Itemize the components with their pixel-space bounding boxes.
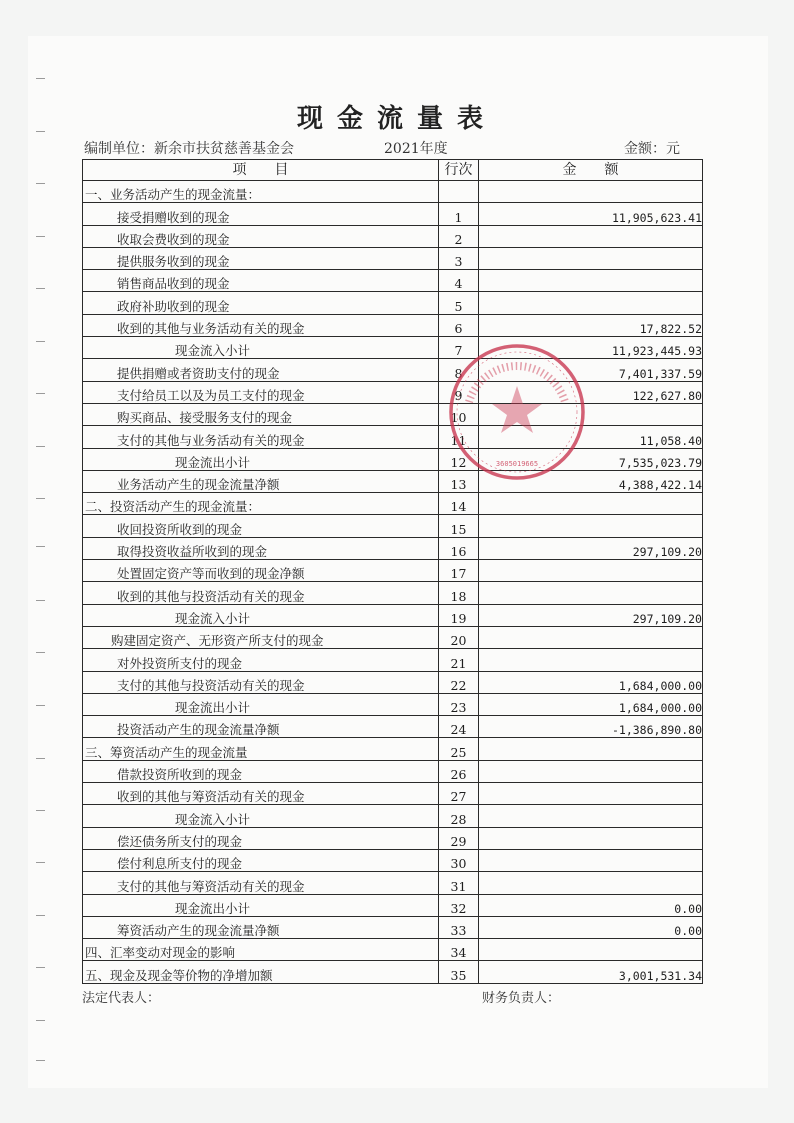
- row-amount: [479, 247, 703, 269]
- seal-serial: 3605019665: [495, 460, 539, 468]
- row-line-number: 8: [439, 359, 479, 381]
- row-item-cell: [83, 247, 439, 269]
- table-row: [83, 292, 703, 314]
- row-line-number: 32: [439, 894, 479, 916]
- row-amount: [479, 270, 703, 292]
- table-row: [83, 626, 703, 648]
- row-amount: 11,923,445.93: [479, 337, 703, 359]
- row-item-cell: [83, 783, 439, 805]
- row-item-cell: [83, 916, 439, 938]
- row-item-cell: [83, 292, 439, 314]
- table-row: [83, 805, 703, 827]
- row-item-label: 业务活动产生的现金流量净额: [117, 477, 280, 493]
- row-item-label: 筹资活动产生的现金流量净额: [117, 923, 280, 939]
- table-row: [83, 783, 703, 805]
- row-amount: 0.00: [479, 916, 703, 938]
- row-item-label: 销售商品收到的现金: [117, 276, 230, 292]
- table-row: [83, 693, 703, 715]
- row-amount: 297,109.20: [479, 604, 703, 626]
- row-item-label: 政府补助收到的现金: [117, 298, 230, 314]
- row-item-label: 接受捐赠收到的现金: [117, 209, 230, 225]
- row-line-number: 5: [439, 292, 479, 314]
- binding-margin-marks: [36, 0, 48, 1123]
- row-line-number: 21: [439, 649, 479, 671]
- table-row: [83, 649, 703, 671]
- row-line-number: 9: [439, 381, 479, 403]
- row-item-label: 支付的其他与投资活动有关的现金: [117, 677, 305, 693]
- row-amount: 1,684,000.00: [479, 671, 703, 693]
- table-row: [83, 894, 703, 916]
- row-line-number: 19: [439, 604, 479, 626]
- row-item-cell: [83, 939, 439, 961]
- row-line-number: 25: [439, 738, 479, 760]
- table-row: [83, 247, 703, 269]
- row-line-number: 27: [439, 783, 479, 805]
- row-amount: 4,388,422.14: [479, 470, 703, 492]
- row-item-cell: [83, 827, 439, 849]
- row-item-cell: [83, 849, 439, 871]
- row-item-label: 二、投资活动产生的现金流量：: [85, 499, 261, 515]
- row-item-cell: [83, 181, 439, 203]
- row-item-label: 收取会费收到的现金: [117, 231, 230, 247]
- row-line-number: 30: [439, 849, 479, 871]
- table-row: [83, 270, 703, 292]
- table-row: [83, 359, 703, 381]
- table-header-row: [83, 160, 703, 181]
- row-item-cell: [83, 448, 439, 470]
- document-title: 现金流量表: [296, 104, 497, 134]
- table-row: [83, 181, 703, 203]
- row-line-number: [439, 181, 479, 203]
- row-amount: [479, 939, 703, 961]
- row-amount: 1,684,000.00: [479, 693, 703, 715]
- row-line-number: 29: [439, 827, 479, 849]
- reporting-period: 2021年度: [384, 141, 448, 157]
- table-row: [83, 537, 703, 559]
- table-row: [83, 403, 703, 425]
- row-line-number: 14: [439, 493, 479, 515]
- row-amount: [479, 783, 703, 805]
- row-amount: 3,001,531.34: [479, 961, 703, 983]
- row-line-number: 4: [439, 270, 479, 292]
- row-item-cell: [83, 560, 439, 582]
- row-item-label: 一、业务活动产生的现金流量：: [85, 187, 261, 203]
- row-item-label: 购建固定资产、无形资产所支付的现金: [111, 633, 324, 649]
- row-amount: [479, 626, 703, 648]
- row-item-cell: [83, 716, 439, 738]
- row-line-number: 33: [439, 916, 479, 938]
- row-item-cell: [83, 225, 439, 247]
- row-item-cell: [83, 403, 439, 425]
- row-item-cell: [83, 872, 439, 894]
- row-item-cell: [83, 738, 439, 760]
- row-amount: [479, 515, 703, 537]
- table-row: [83, 493, 703, 515]
- row-item-label: 偿付利息所支付的现金: [117, 856, 243, 872]
- table-row: [83, 827, 703, 849]
- table-row: [83, 225, 703, 247]
- row-item-label: 四、汇率变动对现金的影响: [85, 945, 236, 961]
- row-line-number: 22: [439, 671, 479, 693]
- row-amount: 7,401,337.59: [479, 359, 703, 381]
- row-amount: [479, 738, 703, 760]
- table-row: [83, 738, 703, 760]
- row-line-number: 31: [439, 872, 479, 894]
- row-item-label: 借款投资所收到的现金: [117, 767, 243, 783]
- table-row: [83, 671, 703, 693]
- row-line-number: 7: [439, 337, 479, 359]
- row-line-number: 1: [439, 203, 479, 225]
- row-line-number: 12: [439, 448, 479, 470]
- row-amount: [479, 181, 703, 203]
- row-item-label: 现金流出小计: [175, 900, 251, 916]
- row-item-cell: [83, 582, 439, 604]
- row-item-label: 现金流出小计: [175, 700, 251, 716]
- table-row: [83, 448, 703, 470]
- row-line-number: 35: [439, 961, 479, 983]
- row-item-cell: [83, 470, 439, 492]
- row-item-label: 取得投资收益所收到的现金: [117, 544, 268, 560]
- row-item-cell: [83, 604, 439, 626]
- row-amount: 0.00: [479, 894, 703, 916]
- row-item-label: 对外投资所支付的现金: [117, 655, 243, 671]
- row-amount: [479, 805, 703, 827]
- table-row: [83, 961, 703, 983]
- row-item-cell: [83, 626, 439, 648]
- table-row: [83, 426, 703, 448]
- row-line-number: 2: [439, 225, 479, 247]
- table-row: [83, 337, 703, 359]
- row-line-number: 6: [439, 314, 479, 336]
- row-item-label: 提供服务收到的现金: [117, 254, 230, 270]
- row-amount: [479, 560, 703, 582]
- header-amount: 金 额: [479, 160, 703, 181]
- row-item-label: 收回投资所收到的现金: [117, 521, 243, 537]
- row-amount: [479, 225, 703, 247]
- row-amount: 11,905,623.41: [479, 203, 703, 225]
- row-item-cell: [83, 203, 439, 225]
- row-amount: 297,109.20: [479, 537, 703, 559]
- row-amount: [479, 493, 703, 515]
- row-line-number: 18: [439, 582, 479, 604]
- row-line-number: 13: [439, 470, 479, 492]
- row-item-cell: [83, 671, 439, 693]
- row-amount: [479, 292, 703, 314]
- row-line-number: 15: [439, 515, 479, 537]
- row-line-number: 10: [439, 403, 479, 425]
- row-amount: [479, 582, 703, 604]
- row-line-number: 34: [439, 939, 479, 961]
- row-item-cell: [83, 337, 439, 359]
- table-row: [83, 314, 703, 336]
- row-item-cell: [83, 649, 439, 671]
- row-item-label: 购买商品、接受服务支付的现金: [117, 410, 293, 426]
- row-item-cell: [83, 693, 439, 715]
- table-row: [83, 381, 703, 403]
- row-amount: [479, 849, 703, 871]
- row-line-number: 11: [439, 426, 479, 448]
- row-item-label: 三、筹资活动产生的现金流量: [85, 744, 248, 760]
- currency-unit: 金额：元: [624, 141, 680, 157]
- row-line-number: 20: [439, 626, 479, 648]
- table-row: [83, 203, 703, 225]
- table-row: [83, 515, 703, 537]
- row-amount: [479, 649, 703, 671]
- row-item-label: 收到的其他与业务活动有关的现金: [117, 321, 305, 337]
- cash-flow-table: [82, 159, 703, 984]
- row-line-number: 3: [439, 247, 479, 269]
- row-item-label: 现金流入小计: [175, 811, 251, 827]
- table-row: [83, 760, 703, 782]
- table-row: [83, 716, 703, 738]
- header-line-number: 行次: [439, 160, 479, 181]
- table-row: [83, 470, 703, 492]
- row-line-number: 28: [439, 805, 479, 827]
- row-item-cell: [83, 537, 439, 559]
- finance-head-label: 财务负责人：: [482, 991, 561, 1006]
- row-item-label: 处置固定资产等而收到的现金净额: [117, 566, 305, 582]
- row-line-number: 23: [439, 693, 479, 715]
- table-row: [83, 849, 703, 871]
- row-item-label: 现金流入小计: [175, 343, 251, 359]
- row-item-cell: [83, 426, 439, 448]
- preparing-unit: 编制单位：新余市扶贫慈善基金会: [84, 141, 294, 157]
- row-amount: -1,386,890.80: [479, 716, 703, 738]
- row-item-cell: [83, 805, 439, 827]
- row-item-cell: [83, 359, 439, 381]
- row-item-label: 投资活动产生的现金流量净额: [117, 722, 280, 738]
- row-item-label: 提供捐赠或者资助支付的现金: [117, 365, 280, 381]
- row-amount: 17,822.52: [479, 314, 703, 336]
- row-item-cell: [83, 760, 439, 782]
- row-item-label: 收到的其他与投资活动有关的现金: [117, 588, 305, 604]
- legal-representative-label: 法定代表人：: [82, 991, 161, 1006]
- table-row: [83, 872, 703, 894]
- row-line-number: 24: [439, 716, 479, 738]
- row-item-cell: [83, 493, 439, 515]
- row-item-cell: [83, 270, 439, 292]
- row-line-number: 17: [439, 560, 479, 582]
- row-line-number: 16: [439, 537, 479, 559]
- row-item-cell: [83, 894, 439, 916]
- row-item-label: 现金流出小计: [175, 454, 251, 470]
- row-item-cell: [83, 961, 439, 983]
- row-item-label: 偿还债务所支付的现金: [117, 833, 243, 849]
- table-row: [83, 916, 703, 938]
- table-row: [83, 582, 703, 604]
- row-item-label: 现金流入小计: [175, 610, 251, 626]
- row-item-label: 收到的其他与筹资活动有关的现金: [117, 789, 305, 805]
- row-item-cell: [83, 515, 439, 537]
- row-amount: [479, 760, 703, 782]
- row-line-number: 26: [439, 760, 479, 782]
- row-amount: [479, 872, 703, 894]
- table-row: [83, 560, 703, 582]
- table-row: [83, 939, 703, 961]
- row-amount: 122,627.80: [479, 381, 703, 403]
- row-amount: [479, 827, 703, 849]
- row-item-label: 支付给员工以及为员工支付的现金: [117, 387, 305, 403]
- header-item: 项 目: [83, 160, 439, 181]
- row-item-label: 支付的其他与筹资活动有关的现金: [117, 878, 305, 894]
- table-row: [83, 604, 703, 626]
- row-item-cell: [83, 314, 439, 336]
- row-item-cell: [83, 381, 439, 403]
- row-amount: 11,058.40: [479, 426, 703, 448]
- row-amount: [479, 403, 703, 425]
- row-amount: 7,535,023.79: [479, 448, 703, 470]
- row-item-label: 支付的其他与业务活动有关的现金: [117, 432, 305, 448]
- row-item-label: 五、现金及现金等价物的净增加额: [85, 967, 273, 983]
